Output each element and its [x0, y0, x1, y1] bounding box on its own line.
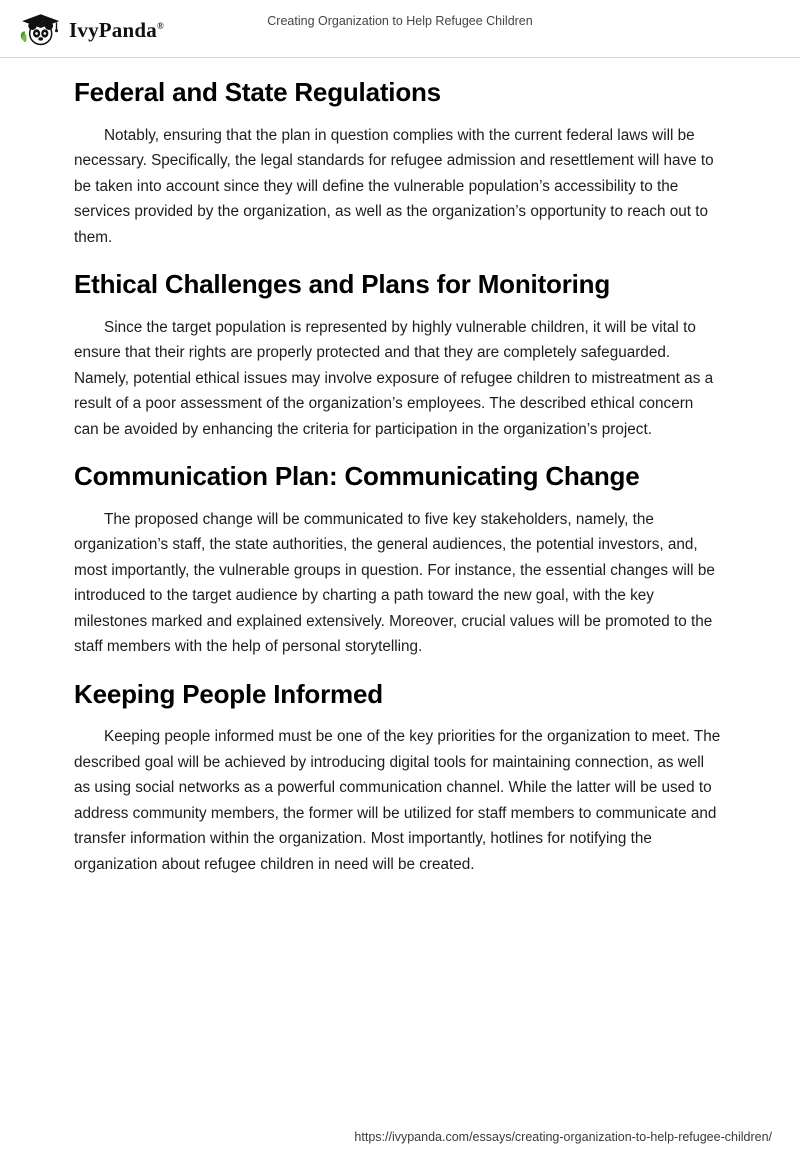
section-heading: Communication Plan: Communicating Change: [74, 461, 640, 491]
section-keeping-people-informed: [74, 678, 722, 878]
brand-name-text: IvyPanda: [69, 17, 157, 42]
document-content: [74, 62, 722, 893]
paragraph: Keeping people informed must be one of the key priorities for the organization to meet. The described goal will be achieved by introducing digital tools for maintaining connection, as well as using social networks as a powerful communication channel. While the latter will be used to address community members, the former will be utilized for staff members to communicate and transfer information within the organization. Most importantly, hotlines for notifying the organization about refugee children in need will be created.: [74, 728, 721, 873]
page-header: [0, 0, 800, 58]
header-document-title: Creating Organization to Help Refugee Children: [267, 14, 533, 28]
section-ethical-challenges-and-plans-for-monitoring: [74, 268, 722, 442]
source-url-link[interactable]: https://ivypanda.com/essays/creating-organization-to-help-refugee-children/: [354, 1130, 772, 1144]
section-federal-and-state-regulations: [74, 76, 722, 250]
paragraph: Notably, ensuring that the plan in question complies with the current federal laws will be necessary. Specifically, the legal standards for refugee admission and resettlement will have to be taken into account since they will define the vulnerable population’s accessibility to the services provided by the organization, as well as the organization’s opportunity to reach out to them.: [74, 126, 714, 246]
section-heading: Federal and State Regulations: [74, 77, 441, 107]
section-communication-plan-communicating-change: [74, 460, 722, 660]
paragraph: The proposed change will be communicated to five key stakeholders, namely, the organization’s staff, the state authorities, the general audiences, the potential investors, and, most importantly, the vulnerable groups in question. For instance, the essential changes will be introduced to the target audience by charting a path toward the new goal, with the key milestones marked and explained extensively. Moreover, crucial values will be promoted to the staff members with the help of personal storytelling.: [74, 510, 715, 655]
section-heading: Keeping People Informed: [74, 678, 383, 709]
section-heading: Ethical Challenges and Plans for Monitoring: [74, 269, 611, 299]
paragraph: Since the target population is represented by highly vulnerable children, it will be vital to ensure that their rights are properly protected and that they are completely safeguarded. Namely, potential ethical issues may involve exposure of refugee children to mistreatment as a result of a poor assessment of the organization’s employees. The described ethical concern can be avoided by enhancing the criteria for participation in the organization’s project.: [74, 318, 714, 438]
registered-mark: ®: [156, 20, 164, 31]
page-footer: [0, 1128, 800, 1146]
